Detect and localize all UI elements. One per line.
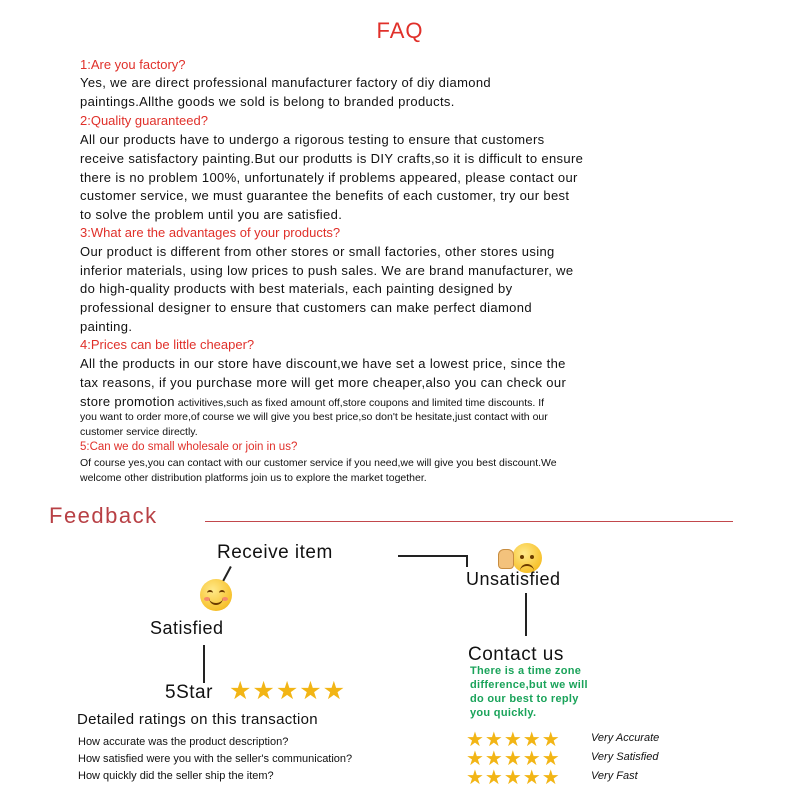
rating-tag-3: Very Fast (591, 770, 638, 782)
rating-question-1: How accurate was the product description? (78, 736, 289, 748)
contact-us-label: Contact us (468, 644, 564, 665)
faq-question-5: 5:Can we do small wholesale or join in us? (80, 441, 298, 453)
contact-note-line-4: you quickly. (470, 707, 537, 719)
faq-question-2: 2:Quality guaranteed? (80, 113, 208, 128)
faq-answer-4-line-2: tax reasons, if you purchase more will get more cheaper,also you can check our (80, 375, 567, 390)
feedback-title: Feedback (49, 503, 158, 528)
faq-answer-3-line-5: painting. (80, 319, 133, 334)
faq-answer-5-line-2: welcome other distribution platforms join us to explore the market together. (80, 472, 427, 484)
unsatisfied-label: Unsatisfied (466, 569, 561, 589)
connector-satisfied-5star (203, 645, 205, 683)
rating-tag-2: Very Satisfied (591, 751, 659, 763)
faq-answer-5-line-1: Of course yes,you can contact with our customer service if you need,we will give you best discount.We (80, 457, 557, 469)
faq-answer-2-line-2: receive satisfactory painting.But our produtts is DIY crafts,so it is difficult to ensure (80, 151, 584, 166)
connector-receive-unsatisfied-h (398, 555, 468, 557)
faq-answer-3-line-1: Our product is different from other stores or small factories, other stores using (80, 244, 555, 259)
faq-question-3: 3:What are the advantages of your products? (80, 225, 341, 240)
contact-note-line-3: do our best to reply (470, 693, 579, 705)
rating-stars-3: ★★★★★ (466, 767, 561, 789)
feedback-divider (205, 521, 733, 522)
rating-question-3: How quickly did the seller ship the item? (78, 770, 274, 782)
faq-answer-3-line-3: do high-quality products with best materials, each painting designed by (80, 281, 513, 296)
faq-answer-1-line-1: Yes, we are direct professional manufacturer factory of diy diamond (80, 75, 491, 90)
connector-unsatisfied-contact (525, 593, 527, 636)
satisfied-label: Satisfied (150, 618, 224, 638)
faq-answer-3-line-4: professional designer to ensure that customers can make perfect diamond (80, 300, 532, 315)
faq-answer-2-line-4: customer service, we must guarantee the benefits of each customer, try our best (80, 188, 570, 203)
rating-question-2: How satisfied were you with the seller's communication? (78, 753, 353, 765)
faq-answer-1-line-2: paintings.Allthe goods we sold is belong to branded products. (80, 94, 455, 109)
connector-receive-unsatisfied-v (466, 555, 468, 567)
rating-stars-2: ★★★★★ (466, 748, 561, 770)
rating-stars-1: ★★★★★ (466, 729, 561, 751)
faq-answer-4-line-3 (80, 394, 544, 409)
five-star-label: 5Star (165, 682, 213, 703)
faq-question-1: 1:Are you factory? (80, 57, 186, 72)
contact-note-line-2: difference,but we will (470, 679, 588, 691)
faq-answer-2-line-3: there is no problem 100%, unfortunately if problems appeared, please contact our (80, 170, 578, 185)
faq-answer-2-line-5: to solve the problem until you are satisfied. (80, 207, 343, 222)
rating-tag-1: Very Accurate (591, 732, 660, 744)
receive-item-label: Receive item (217, 542, 333, 563)
smiling-face-icon (200, 579, 232, 611)
store-promotion-text: store promotion (80, 394, 175, 409)
faq-answer-4-line-1: All the products in our store have discount,we have set a lowest price, since the (80, 356, 566, 371)
faq-title: FAQ (376, 18, 424, 43)
ratings-title: Detailed ratings on this transaction (77, 711, 318, 728)
store-promotion-rest: activitives,such as fixed amount off,store coupons and limited time discounts. If (174, 397, 545, 409)
faq-answer-4-line-5: customer service directly. (80, 426, 198, 438)
contact-note-line-1: There is a time zone (470, 665, 582, 677)
raised-hand-icon (498, 549, 514, 569)
faq-question-4: 4:Prices can be little cheaper? (80, 337, 255, 352)
five-star-rating-stars: ★★★★★ (229, 677, 347, 705)
faq-answer-2-line-1: All our products have to undergo a rigorous testing to ensure that customers (80, 132, 545, 147)
faq-answer-3-line-2: inferior materials, using low prices to push sales. We are brand manufacturer, we (80, 263, 574, 278)
faq-answer-4-line-4: you want to order more,of course we will give you best price,so don't be hesitate,just contact with our (80, 411, 548, 423)
